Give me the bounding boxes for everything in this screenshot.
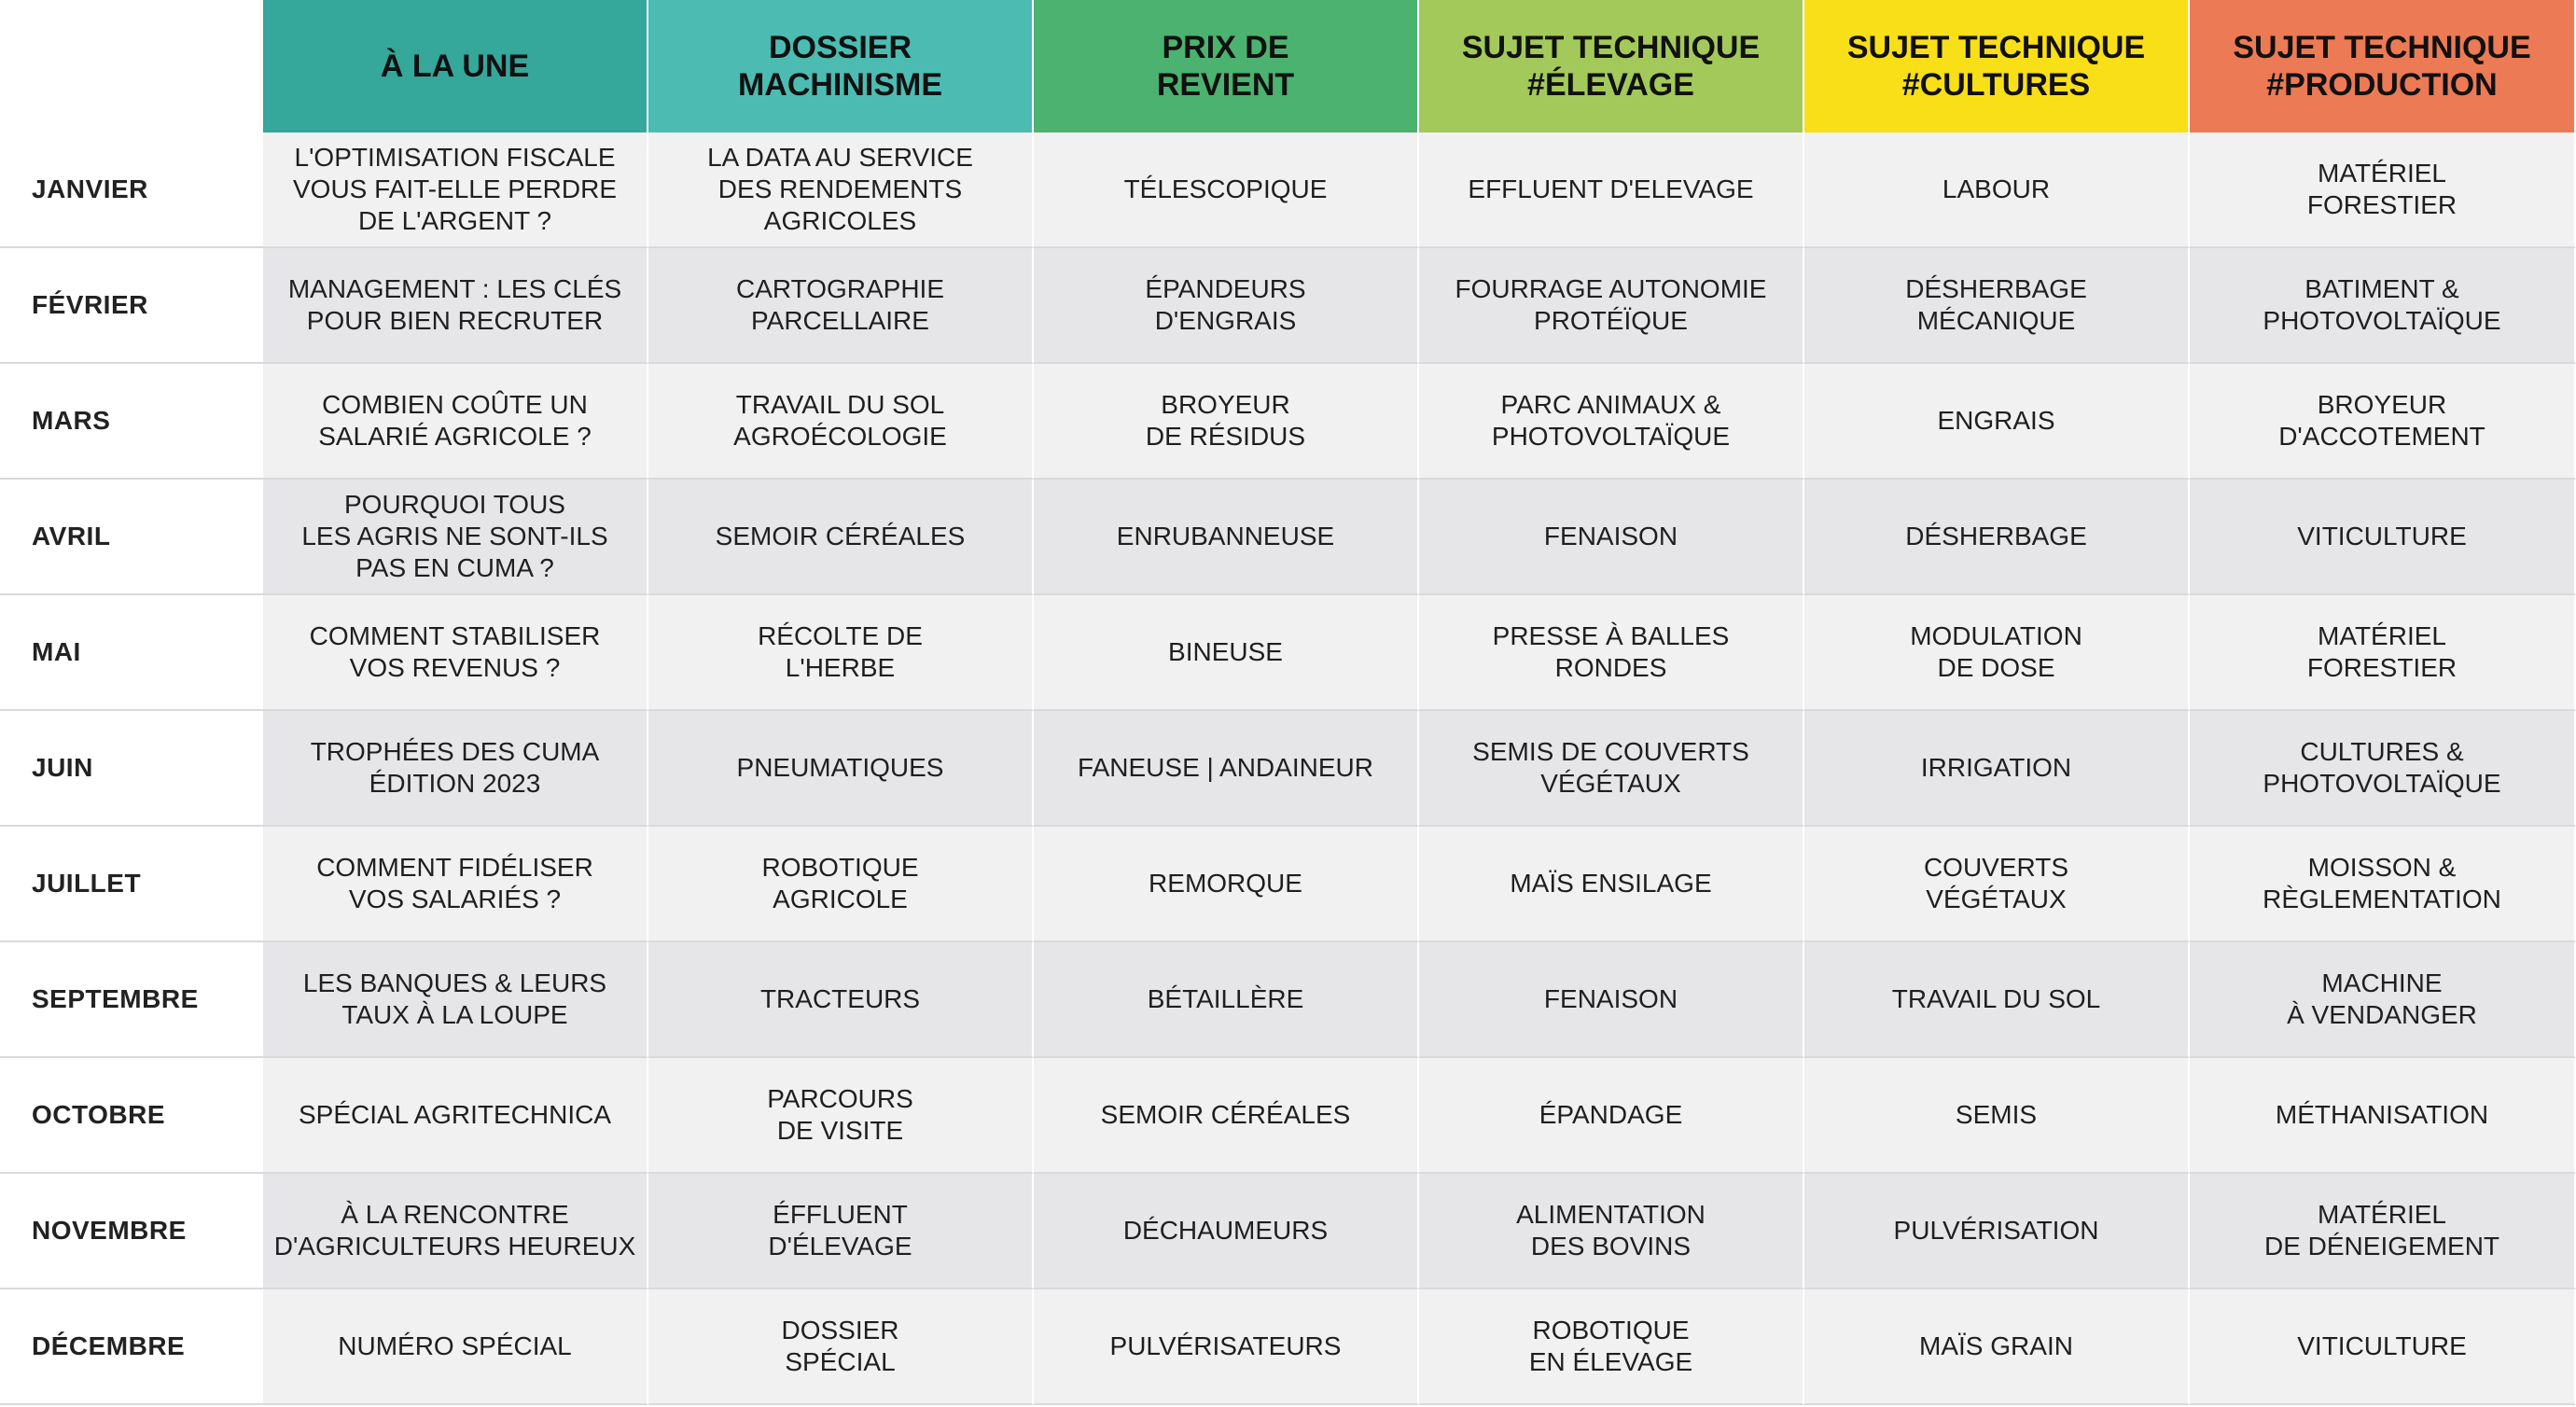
topic-cell: PULVÉRISATEURS: [1034, 1289, 1419, 1405]
topic-cell: VITICULTURE: [2190, 1289, 2576, 1405]
topic-cell: ALIMENTATION DES BOVINS: [1419, 1174, 1804, 1289]
topic-cell: LABOUR: [1804, 132, 2190, 248]
topic-cell: MATÉRIEL FORESTIER: [2190, 132, 2576, 248]
column-header: À LA UNE: [263, 0, 648, 132]
topic-cell: CARTOGRAPHIE PARCELLAIRE: [648, 248, 1034, 364]
column-header: DOSSIER MACHINISME: [648, 0, 1034, 132]
topic-cell: BATIMENT & PHOTOVOLTAÏQUE: [2190, 248, 2576, 364]
topic-cell: BINEUSE: [1034, 595, 1419, 711]
month-label: FÉVRIER: [0, 248, 263, 364]
topic-cell: MODULATION DE DOSE: [1804, 595, 2190, 711]
topic-cell: MACHINE À VENDANGER: [2190, 942, 2576, 1058]
topic-cell: CULTURES & PHOTOVOLTAÏQUE: [2190, 711, 2576, 827]
month-label: MARS: [0, 364, 263, 480]
topic-cell: COMBIEN COÛTE UN SALARIÉ AGRICOLE ?: [263, 364, 648, 480]
topic-cell: ÉPANDAGE: [1419, 1058, 1804, 1174]
topic-cell: BROYEUR D'ACCOTEMENT: [2190, 364, 2576, 480]
topic-cell: ROBOTIQUE EN ÉLEVAGE: [1419, 1289, 1804, 1405]
topic-cell: MÉTHANISATION: [2190, 1058, 2576, 1174]
topic-cell: PARC ANIMAUX & PHOTOVOLTAÏQUE: [1419, 364, 1804, 480]
topic-cell: RÉCOLTE DE L'HERBE: [648, 595, 1034, 711]
topic-cell: SEMIS DE COUVERTS VÉGÉTAUX: [1419, 711, 1804, 827]
topic-cell: PARCOURS DE VISITE: [648, 1058, 1034, 1174]
month-label: AVRIL: [0, 480, 263, 595]
topic-cell: MATÉRIEL FORESTIER: [2190, 595, 2576, 711]
topic-cell: VITICULTURE: [2190, 480, 2576, 595]
topic-cell: SEMIS: [1804, 1058, 2190, 1174]
month-label: JUILLET: [0, 827, 263, 942]
column-header: PRIX DE REVIENT: [1034, 0, 1419, 132]
topic-cell: TRACTEURS: [648, 942, 1034, 1058]
topic-cell: PRESSE À BALLES RONDES: [1419, 595, 1804, 711]
topic-cell: POURQUOI TOUS LES AGRIS NE SONT-ILS PAS EN CUMA ?: [263, 480, 648, 595]
topic-cell: À LA RENCONTRE D'AGRICULTEURS HEUREUX: [263, 1174, 648, 1289]
topic-cell: BROYEUR DE RÉSIDUS: [1034, 364, 1419, 480]
topic-cell: DÉSHERBAGE MÉCANIQUE: [1804, 248, 2190, 364]
column-header: SUJET TECHNIQUE #PRODUCTION: [2190, 0, 2576, 132]
month-label: JUIN: [0, 711, 263, 827]
topic-cell: ENGRAIS: [1804, 364, 2190, 480]
topic-cell: NUMÉRO SPÉCIAL: [263, 1289, 648, 1405]
topic-cell: FENAISON: [1419, 480, 1804, 595]
header-corner: [0, 0, 263, 132]
month-label: DÉCEMBRE: [0, 1289, 263, 1405]
topic-cell: ÉFFLUENT D'ÉLEVAGE: [648, 1174, 1034, 1289]
topic-cell: COUVERTS VÉGÉTAUX: [1804, 827, 2190, 942]
topic-cell: IRRIGATION: [1804, 711, 2190, 827]
month-label: MAI: [0, 595, 263, 711]
month-label: NOVEMBRE: [0, 1174, 263, 1289]
topic-cell: DOSSIER SPÉCIAL: [648, 1289, 1034, 1405]
topic-cell: MOISSON & RÈGLEMENTATION: [2190, 827, 2576, 942]
topic-cell: TRAVAIL DU SOL AGROÉCOLOGIE: [648, 364, 1034, 480]
month-label: JANVIER: [0, 132, 263, 248]
topic-cell: LES BANQUES & LEURS TAUX À LA LOUPE: [263, 942, 648, 1058]
month-label: SEPTEMBRE: [0, 942, 263, 1058]
topic-cell: TÉLESCOPIQUE: [1034, 132, 1419, 248]
topic-cell: ENRUBANNEUSE: [1034, 480, 1419, 595]
topic-cell: TRAVAIL DU SOL: [1804, 942, 2190, 1058]
topic-cell: MAÏS ENSILAGE: [1419, 827, 1804, 942]
topic-cell: BÉTAILLÈRE: [1034, 942, 1419, 1058]
topic-cell: EFFLUENT D'ELEVAGE: [1419, 132, 1804, 248]
topic-cell: L'OPTIMISATION FISCALE VOUS FAIT-ELLE PERDRE DE L'ARGENT ?: [263, 132, 648, 248]
topic-cell: REMORQUE: [1034, 827, 1419, 942]
topic-cell: SEMOIR CÉRÉALES: [1034, 1058, 1419, 1174]
topic-cell: FENAISON: [1419, 942, 1804, 1058]
topic-cell: COMMENT STABILISER VOS REVENUS ?: [263, 595, 648, 711]
topic-cell: LA DATA AU SERVICE DES RENDEMENTS AGRICOLES: [648, 132, 1034, 248]
topic-cell: SPÉCIAL AGRITECHNICA: [263, 1058, 648, 1174]
topic-cell: MAÏS GRAIN: [1804, 1289, 2190, 1405]
topic-cell: DÉCHAUMEURS: [1034, 1174, 1419, 1289]
topic-cell: MANAGEMENT : LES CLÉS POUR BIEN RECRUTER: [263, 248, 648, 364]
topic-cell: FANEUSE | ANDAINEUR: [1034, 711, 1419, 827]
topic-cell: PULVÉRISATION: [1804, 1174, 2190, 1289]
topic-cell: SEMOIR CÉRÉALES: [648, 480, 1034, 595]
topic-cell: COMMENT FIDÉLISER VOS SALARIÉS ?: [263, 827, 648, 942]
topic-cell: FOURRAGE AUTONOMIE PROTÉÏQUE: [1419, 248, 1804, 364]
topic-cell: PNEUMATIQUES: [648, 711, 1034, 827]
topic-cell: DÉSHERBAGE: [1804, 480, 2190, 595]
topic-cell: TROPHÉES DES CUMA ÉDITION 2023: [263, 711, 648, 827]
column-header: SUJET TECHNIQUE #ÉLEVAGE: [1419, 0, 1804, 132]
column-header: SUJET TECHNIQUE #CULTURES: [1804, 0, 2190, 132]
topic-cell: MATÉRIEL DE DÉNEIGEMENT: [2190, 1174, 2576, 1289]
month-label: OCTOBRE: [0, 1058, 263, 1174]
topic-cell: ROBOTIQUE AGRICOLE: [648, 827, 1034, 942]
topic-cell: ÉPANDEURS D'ENGRAIS: [1034, 248, 1419, 364]
